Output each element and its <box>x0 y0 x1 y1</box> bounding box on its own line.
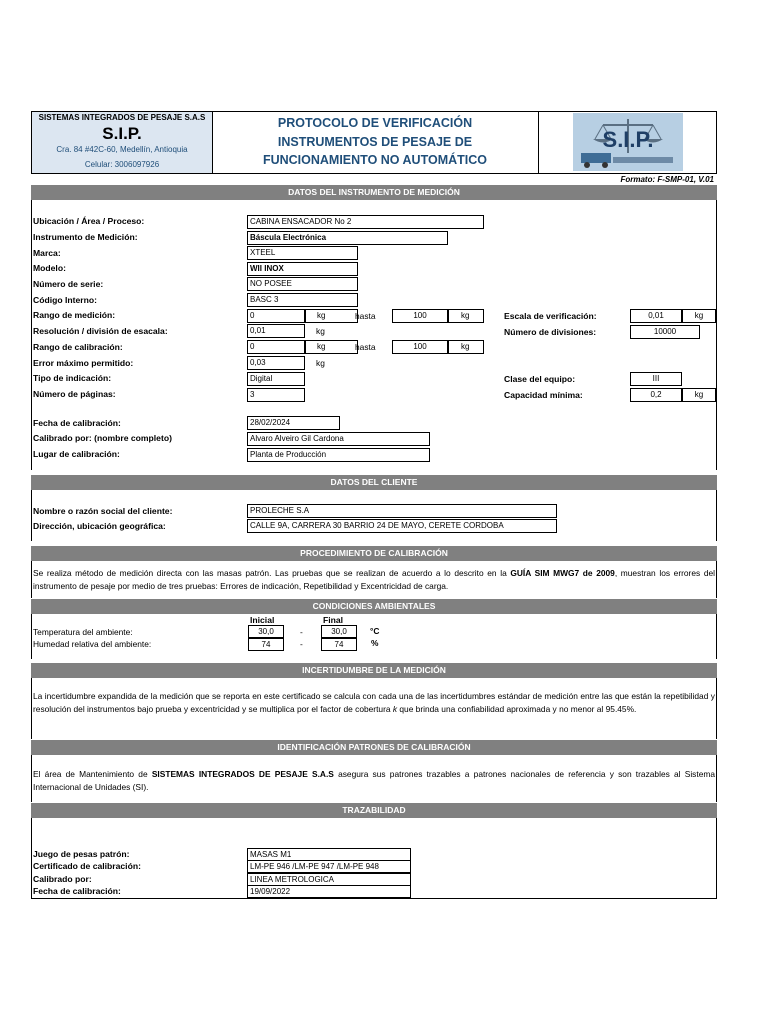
temp-unit: °C <box>370 626 380 636</box>
humidity-label: Humedad relativa del ambiente: <box>33 639 152 649</box>
cal-place-label: Lugar de calibración: <box>33 449 120 459</box>
sip-logo <box>573 113 683 171</box>
humidity-initial-value: 74 <box>248 638 284 651</box>
calibrated-by-label: Calibrado por: (nombre completo) <box>33 433 172 443</box>
cal-range-to-label: hasta <box>355 342 376 352</box>
procedure-text-part1: Se realiza método de medición directa con las masas patrón. Las pruebas que se realizan de acuerdo a lo descrito en la <box>33 568 511 578</box>
verif-scale-unit: kg <box>682 309 716 323</box>
environment-section-header: CONDICIONES AMBIENTALES <box>31 599 717 614</box>
serial-label: Número de serie: <box>33 279 104 289</box>
procedure-text-part2: , muestran los errores del instrumento de pesaje por medio de tres pruebas: Errores de indicación, Repetibilidad y Excentricidad de carga. <box>33 568 715 591</box>
brand-label: Marca: <box>33 248 61 258</box>
cal-range-from-unit: kg <box>305 340 358 354</box>
indication-label: Tipo de indicación: <box>33 373 112 383</box>
standards-text <box>33 768 715 793</box>
temp-dash: - <box>300 627 303 637</box>
range-label: Rango de medición: <box>33 310 116 320</box>
serial-value: NO POSEE <box>247 277 358 291</box>
min-capacity-unit: kg <box>682 388 716 402</box>
cal-date-label: Fecha de calibración: <box>33 418 121 428</box>
instrument-value: Báscula Electrónica <box>247 231 448 245</box>
range-to-label: hasta <box>355 311 376 321</box>
pages-value: 3 <box>247 388 305 402</box>
max-error-label: Error máximo permitido: <box>33 358 134 368</box>
certificate-value: LM-PE 946 /LM-PE 947 /LM-PE 948 <box>247 860 411 873</box>
trace-date-label: Fecha de calibración: <box>33 886 121 896</box>
trace-calibrated-by-label: Calibrado por: <box>33 874 92 884</box>
brand-value: XTEEL <box>247 246 358 260</box>
cal-range-label: Rango de calibración: <box>33 342 123 352</box>
trace-calibrated-by-value: LINEA METROLOGICA <box>247 873 411 886</box>
instrument-section-header: DATOS DEL INSTRUMENTO DE MEDICIÓN <box>31 185 717 200</box>
traceability-section-header: TRAZABILIDAD <box>31 803 717 818</box>
logo-text: S.I.P. <box>602 127 654 152</box>
range-to-value: 100 <box>392 309 448 323</box>
uncertainty-text <box>33 690 715 715</box>
uncertainty-text-part1: La incertidumbre expandida de la medición que se reporta en este certificado se calcula con cada una de las incertidumbres estándar de medición entre las que están la repetibilidad y resolución del instrumentos bajo prueba y excentricidad y se multiplica por el factor de cobertura <box>33 691 715 714</box>
code-label: Código Interno: <box>33 295 97 305</box>
company-phone: Celular: 3006097926 <box>84 160 160 169</box>
weights-value: MASAS M1 <box>247 848 411 861</box>
class-value: III <box>630 372 682 386</box>
instrument-label: Instrumento de Medición: <box>33 232 138 242</box>
humidity-final-value: 74 <box>321 638 357 651</box>
procedure-section-header: PROCEDIMIENTO DE CALIBRACIÓN <box>31 546 717 561</box>
humidity-unit: % <box>371 638 379 648</box>
client-name-label: Nombre o razón social del cliente: <box>33 506 173 516</box>
location-label: Ubicación / Área / Proceso: <box>33 216 145 226</box>
resolution-label: Resolución / división de esacala: <box>33 326 168 336</box>
standards-section-header: IDENTIFICACIÓN PATRONES DE CALIBRACIÓN <box>31 740 717 755</box>
uncertainty-text-part2: que brinda una confiabilidad aproximada y no menor al 95.45%. <box>397 703 637 714</box>
procedure-guide-reference: GUÍA SIM MWG7 de 2009 <box>510 568 615 578</box>
certificate-label: Certificado de calibración: <box>33 861 141 871</box>
cal-range-to-unit: kg <box>448 340 484 354</box>
model-label: Modelo: <box>33 263 66 273</box>
model-value: WII INOX <box>247 262 358 276</box>
pages-label: Número de páginas: <box>33 389 116 399</box>
company-short-name: S.I.P. <box>102 124 142 143</box>
resolution-value: 0,01 <box>247 324 305 338</box>
uncertainty-section-header: INCERTIDUMBRE DE LA MEDICIÓN <box>31 663 717 678</box>
max-error-unit: kg <box>316 358 325 368</box>
weights-label: Juego de pesas patrón: <box>33 849 130 859</box>
class-label: Clase del equipo: <box>504 374 576 384</box>
temp-initial-value: 30,0 <box>248 625 284 638</box>
final-header: Final <box>323 615 344 625</box>
client-section-header: DATOS DEL CLIENTE <box>31 475 717 490</box>
range-from-value: 0 <box>247 309 305 323</box>
verif-scale-label: Escala de verificación: <box>504 311 597 321</box>
code-value: BASC 3 <box>247 293 358 307</box>
indication-value: Digital <box>247 372 305 386</box>
range-from-unit: kg <box>305 309 358 323</box>
cal-range-to-value: 100 <box>392 340 448 354</box>
trace-date-value: 19/09/2022 <box>247 885 411 898</box>
divisions-label: Número de divisiones: <box>504 327 597 337</box>
temp-final-value: 30,0 <box>321 625 357 638</box>
temp-label: Temperatura del ambiente: <box>33 627 133 637</box>
min-capacity-label: Capacidad mínima: <box>504 390 583 400</box>
cal-range-from-value: 0 <box>247 340 305 354</box>
humidity-dash: - <box>300 639 303 649</box>
standards-company-name: SISTEMAS INTEGRADOS DE PESAJE S.A.S <box>151 769 334 779</box>
max-error-value: 0,03 <box>247 356 305 370</box>
company-address: Cra. 84 #42C-60, Medellín, Antioquia <box>56 145 188 154</box>
coverage-factor-symbol: k <box>392 703 398 714</box>
range-to-unit: kg <box>448 309 484 323</box>
standards-text-part1: El área de Mantenimiento de <box>33 769 152 779</box>
client-address-label: Dirección, ubicación geográfica: <box>33 521 166 531</box>
format-code: Formato: F-SMP-01, V.01 <box>620 175 714 184</box>
initial-header: Inicial <box>250 615 275 625</box>
client-name-value: PROLECHE S.A <box>247 504 557 518</box>
resolution-unit: kg <box>316 326 325 336</box>
calibrated-by-value: Alvaro Alveiro Gil Cardona <box>247 432 430 446</box>
cal-place-value: Planta de Producción <box>247 448 430 462</box>
cal-date-value: 28/02/2024 <box>247 416 340 430</box>
protocol-title-line1: PROTOCOLO DE VERIFICACIÓN <box>277 116 473 130</box>
standards-text-part2: asegura sus patrones trazables a patrones nacionales de referencia y son trazables al Sistema Internacional de Unidades (SI). <box>33 769 715 792</box>
min-capacity-value: 0,2 <box>630 388 682 402</box>
procedure-text <box>33 567 715 592</box>
company-name: SISTEMAS INTEGRADOS DE PESAJE S.A.S <box>38 113 206 122</box>
location-value: CABINA ENSACADOR No 2 <box>247 215 484 229</box>
client-address-value: CALLE 9A, CARRERA 30 BARRIO 24 DE MAYO, CERETE CORDOBA <box>247 519 557 533</box>
verif-scale-value: 0,01 <box>630 309 682 323</box>
protocol-title-line3: FUNCIONAMIENTO NO AUTOMÁTICO <box>262 153 488 167</box>
divisions-value: 10000 <box>630 325 700 339</box>
protocol-title-line2: INSTRUMENTOS DE PESAJE DE <box>277 135 473 149</box>
